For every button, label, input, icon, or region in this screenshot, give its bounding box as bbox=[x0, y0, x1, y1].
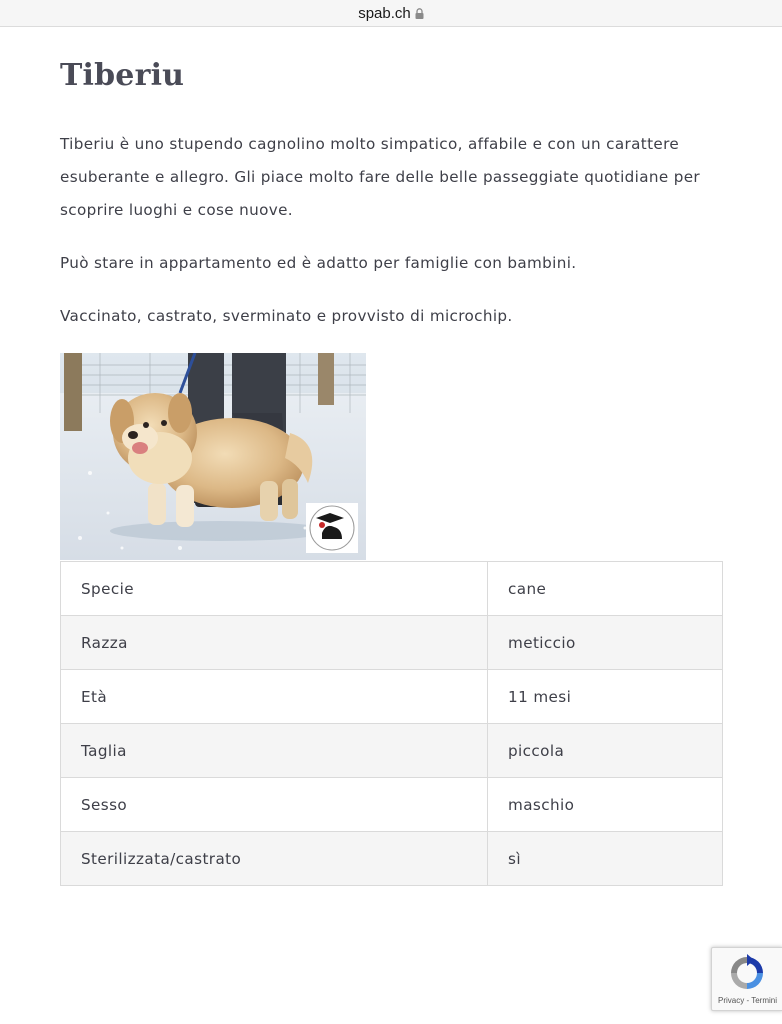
description-paragraph-3: Vaccinato, castrato, sverminato e provvisto di microchip. bbox=[60, 307, 513, 325]
detail-label: Taglia bbox=[61, 724, 488, 778]
url-text[interactable]: spab.ch bbox=[358, 4, 411, 22]
detail-label: Età bbox=[61, 670, 488, 724]
browser-address-bar[interactable] bbox=[0, 0, 782, 27]
table-row bbox=[61, 670, 723, 724]
animal-details-table bbox=[60, 561, 723, 886]
dog-photo bbox=[60, 353, 366, 560]
recaptcha-links bbox=[712, 996, 782, 1005]
detail-value: piccola bbox=[488, 724, 723, 778]
detail-value: maschio bbox=[488, 778, 723, 832]
detail-value: 11 mesi bbox=[488, 670, 723, 724]
recaptcha-badge[interactable] bbox=[711, 947, 782, 1011]
recaptcha-icon bbox=[728, 954, 766, 992]
spab-logo-watermark bbox=[306, 503, 358, 553]
link-separator: - bbox=[746, 996, 750, 1005]
detail-value: meticcio bbox=[488, 616, 723, 670]
detail-label: Razza bbox=[61, 616, 488, 670]
description-paragraph-2: Può stare in appartamento ed è adatto per famiglie con bambini. bbox=[60, 254, 577, 272]
privacy-link[interactable]: Privacy bbox=[718, 996, 745, 1005]
article-content bbox=[60, 26, 723, 886]
table-row bbox=[61, 724, 723, 778]
table-row bbox=[61, 778, 723, 832]
detail-value: sì bbox=[488, 832, 723, 886]
page-title: Tiberiu bbox=[60, 58, 185, 93]
lock-icon bbox=[415, 8, 424, 19]
detail-label: Sterilizzata/castrato bbox=[61, 832, 488, 886]
detail-value: cane bbox=[488, 562, 723, 616]
table-row bbox=[61, 616, 723, 670]
terms-link[interactable]: Termini bbox=[751, 996, 777, 1005]
table-row bbox=[61, 832, 723, 886]
description-paragraph-1: Tiberiu è uno stupendo cagnolino molto simpatico, affabile e con un carattere esuberante e allegro. Gli piace molto fare delle belle passeggiate quotidiane per scoprire luoghi e cose nuove. bbox=[60, 135, 701, 219]
table-row bbox=[61, 562, 723, 616]
detail-label: Specie bbox=[61, 562, 488, 616]
detail-label: Sesso bbox=[61, 778, 488, 832]
